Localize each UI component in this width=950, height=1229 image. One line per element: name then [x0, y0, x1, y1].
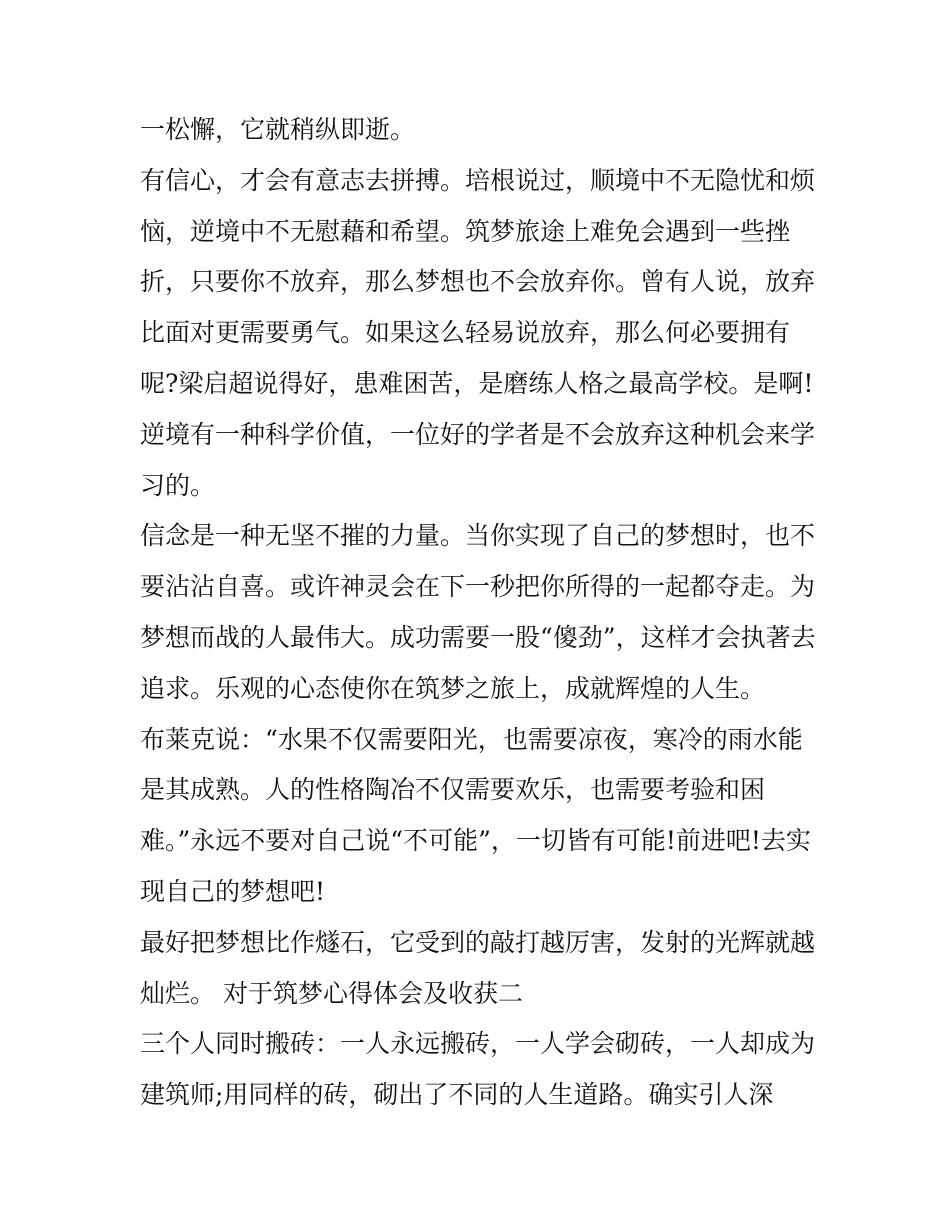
text-line: 一松懈，它就稍纵即逝。	[140, 115, 416, 144]
body-text	[140, 105, 820, 1121]
text-line: 布莱克说：“水果不仅需要阳光，也需要凉夜，寒冷的雨水能	[140, 724, 803, 754]
text-line: 习的。	[140, 470, 216, 500]
text-line: 现自己的梦想吧!	[140, 876, 326, 906]
text-line: 有信心，才会有意志去拼搏。培根说过，顺境中不无隐忧和烦	[140, 165, 816, 195]
text-line: 要沾沾自喜。或许神灵会在下一秒把你所得的一起都夺走。为	[140, 572, 816, 602]
text-line: 折，只要你不放弃，那么梦想也不会放弃你。曾有人说，放弃	[140, 267, 816, 297]
text-line: 信念是一种无坚不摧的力量。当你实现了自己的梦想时，也不	[140, 521, 816, 551]
text-line: 难。”永远不要对自己说“不可能”，一切皆有可能!前进吧!去实	[140, 826, 811, 856]
text-line: 呢?梁启超说得好，患难困苦，是磨练人格之最高学校。是啊!	[140, 368, 814, 398]
text-line: 最好把梦想比作燧石，它受到的敲打越厉害，发射的光辉就越	[140, 927, 816, 957]
text-line: 比面对更需要勇气。如果这么轻易说放弃，那么何必要拥有	[140, 318, 791, 348]
text-line: 追求。乐观的心态使你在筑梦之旅上，成就辉煌的人生。	[140, 673, 766, 703]
text-line: 灿烂。 对于筑梦心得体会及收获二	[140, 978, 523, 1008]
text-line: 建筑师;用同样的砖，砌出了不同的人生道路。确实引人深	[140, 1080, 774, 1110]
text-line: 逆境有一种科学价值，一位好的学者是不会放弃这种机会来学	[140, 419, 816, 449]
text-line: 恼，逆境中不无慰藉和希望。筑梦旅途上难免会遇到一些挫	[140, 216, 791, 246]
text-line: 是其成熟。人的性格陶冶不仅需要欢乐，也需要考验和困	[140, 775, 766, 805]
text-line: 梦想而战的人最伟大。成功需要一股“傻劲”，这样才会执著去	[140, 622, 816, 652]
text-line: 三个人同时搬砖：一人永远搬砖，一人学会砌砖，一人却成为	[140, 1029, 816, 1059]
